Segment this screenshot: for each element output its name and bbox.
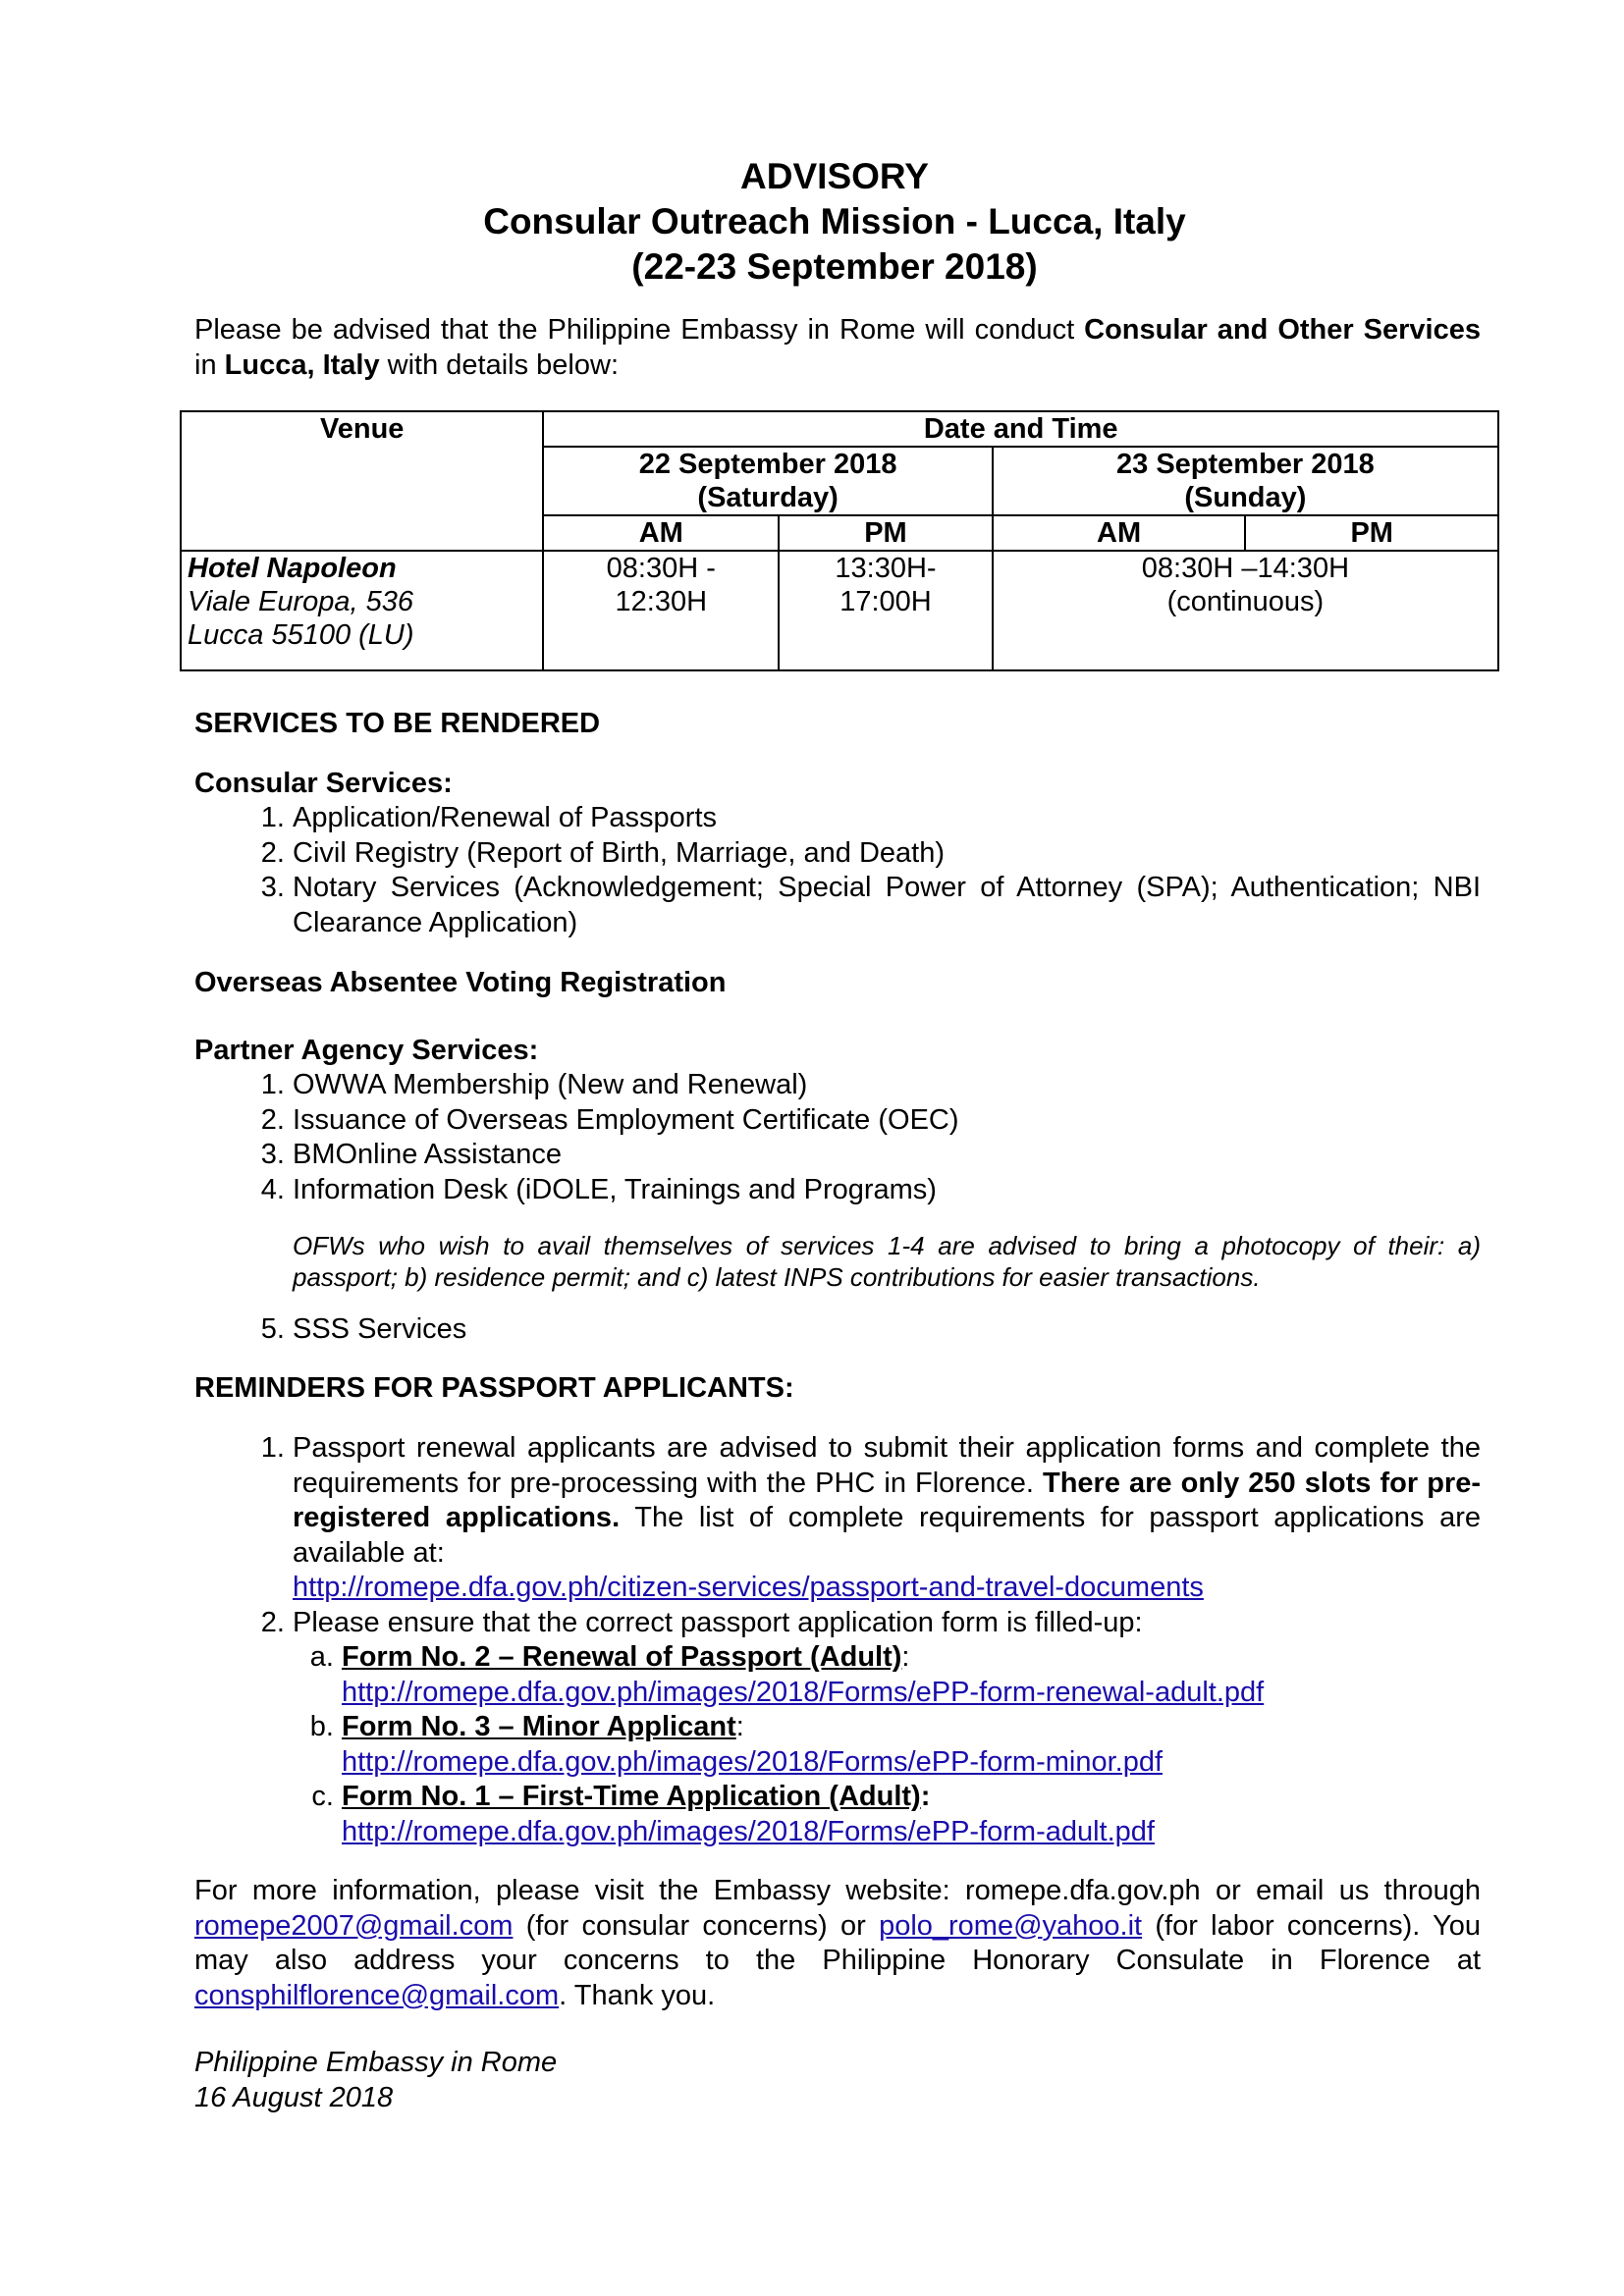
day2-header <box>993 447 1498 515</box>
list-item: 4. Information Desk (iDOLE, Trainings and Programs) <box>293 1173 1481 1208</box>
intro-text-2: in <box>194 349 225 381</box>
day1-am-time <box>543 551 779 670</box>
form-item: a. Form No. 2 – Renewal of Passport (Adult): http://romepe.dfa.gov.ph/images/2018/Forms/ePP-form-renewal-adult.pdf <box>342 1640 1481 1710</box>
reminder-1-bold: There are only 250 slots for pre-registered applications. <box>293 1467 1482 1533</box>
signature-date: 16 August 2018 <box>194 2081 394 2113</box>
venue-cell <box>181 551 543 670</box>
reminder-1-text-2: The list of complete requirements for passport applications are available at: <box>293 1502 1481 1569</box>
contact-text-4: . Thank you. <box>559 1979 716 2011</box>
list-item: 2. Issuance of Overseas Employment Certificate (OEC) <box>293 1103 1481 1139</box>
reminders-heading: REMINDERS FOR PASSPORT APPLICANTS: <box>194 1371 794 1404</box>
venue-address-1: Viale Europa, 536 <box>188 586 414 617</box>
day1-am-time-l2: 12:30H <box>615 586 708 617</box>
signature-org: Philippine Embassy in Rome <box>194 2047 558 2078</box>
list-item: 3. Notary Services (Acknowledgement; Special Power of Attorney (SPA); Authentication; NBI Clearance Application) <box>293 871 1481 940</box>
passport-requirements-link[interactable]: http://romepe.dfa.gov.ph/citizen-services/passport-and-travel-documents <box>293 1572 1204 1603</box>
day2-pm-header: PM <box>1245 515 1498 551</box>
day1-am-time-l1: 08:30H - <box>606 553 716 584</box>
day2-time <box>993 551 1498 670</box>
reminder-item-1 <box>293 1431 1481 1606</box>
intro-bold-services: Consular and Other Services <box>1084 314 1481 346</box>
day2-time-l1: 08:30H –14:30H <box>1141 553 1350 584</box>
ofw-note: OFWs who wish to avail themselves of services 1-4 are advised to bring a photocopy of their: a) passport; b) residence permit; and c) latest INPS contributions for easier transactions. <box>293 1231 1481 1292</box>
contact-paragraph <box>194 1874 1481 2013</box>
intro-paragraph <box>194 312 1481 383</box>
day1-header <box>543 447 992 515</box>
form-2-link[interactable]: http://romepe.dfa.gov.ph/images/2018/Forms/ePP-form-renewal-adult.pdf <box>342 1676 1265 1708</box>
consular-list <box>194 801 1481 940</box>
form-3-link[interactable]: http://romepe.dfa.gov.ph/images/2018/Forms/ePP-form-minor.pdf <box>342 1745 1164 1778</box>
venue-name: Hotel Napoleon <box>188 553 397 584</box>
reminder-2-text: Please ensure that the correct passport application form is filled-up: <box>293 1606 1143 1638</box>
datetime-header: Date and Time <box>543 411 1498 447</box>
intro-text-3: with details below: <box>379 349 620 381</box>
day2-weekday: (Sunday) <box>1184 482 1307 513</box>
venue-address-2: Lucca 55100 (LU) <box>188 619 414 651</box>
title-line-2: Consular Outreach Mission - Lucca, Italy <box>483 201 1186 241</box>
form-3-label: Form No. 3 – Minor Applicant <box>342 1711 736 1742</box>
services-section <box>194 707 1481 2115</box>
day1-pm-time <box>779 551 993 670</box>
list-item: 3. BMOnline Assistance <box>293 1138 1481 1173</box>
day1-pm-header: PM <box>779 515 993 551</box>
partner-list-continued <box>194 1312 1481 1348</box>
intro-bold-location: Lucca, Italy <box>224 349 380 381</box>
consular-email-link[interactable]: romepe2007@gmail.com <box>194 1909 514 1942</box>
day1-weekday: (Saturday) <box>697 482 839 513</box>
day2-date: 23 September 2018 <box>1116 449 1375 480</box>
reminder-item-2 <box>293 1606 1481 1850</box>
labor-email-link[interactable]: polo_rome@yahoo.it <box>879 1909 1143 1942</box>
forms-list <box>293 1640 1481 1849</box>
schedule-table <box>180 410 1499 671</box>
oav-heading: Overseas Absentee Voting Registration <box>194 967 727 998</box>
partner-heading: Partner Agency Services: <box>194 1034 539 1066</box>
services-heading: SERVICES TO BE RENDERED <box>194 708 601 739</box>
consular-heading: Consular Services: <box>194 767 453 799</box>
form-item: c. Form No. 1 – First-Time Application (Adult): http://romepe.dfa.gov.ph/images/2018/Forms/ePP-form-adult.pdf <box>342 1780 1481 1849</box>
partner-list <box>194 1068 1481 1207</box>
reminders-list <box>194 1431 1481 1849</box>
day1-pm-time-l1: 13:30H- <box>835 553 937 584</box>
day2-time-l2: (continuous) <box>1166 586 1325 617</box>
form-1-link[interactable]: http://romepe.dfa.gov.ph/images/2018/Forms/ePP-form-adult.pdf <box>342 1815 1155 1847</box>
list-item: 5. SSS Services <box>293 1312 1481 1348</box>
list-item: 1. Application/Renewal of Passports <box>293 801 1481 836</box>
form-1-label: Form No. 1 – First-Time Application (Adult) <box>342 1781 921 1812</box>
intro-text-1: Please be advised that the Philippine Embassy in Rome will conduct <box>194 314 1085 346</box>
form-2-label: Form No. 2 – Renewal of Passport (Adult) <box>342 1641 902 1673</box>
day2-am-header: AM <box>993 515 1246 551</box>
day1-pm-time-l2: 17:00H <box>839 586 932 617</box>
list-item: 2. Civil Registry (Report of Birth, Marriage, and Death) <box>293 836 1481 872</box>
signature-block <box>194 2046 1481 2115</box>
venue-header: Venue <box>181 411 543 551</box>
contact-text-3: (for labor concerns). You may also address your concerns to the Philippine Honorary Consulate in Florence at <box>194 1909 1482 1976</box>
advisory-title <box>0 154 1624 290</box>
title-line-3: (22-23 September 2018) <box>631 246 1038 287</box>
contact-text-1: For more information, please visit the Embassy website: romepe.dfa.gov.ph or email us through <box>194 1875 1481 1906</box>
form-item: b. Form No. 3 – Minor Applicant: http://romepe.dfa.gov.ph/images/2018/Forms/ePP-form-minor.pdf <box>342 1710 1481 1780</box>
florence-email-link[interactable]: consphilflorence@gmail.com <box>194 1979 560 2011</box>
title-line-1: ADVISORY <box>740 156 929 196</box>
list-item: 1. OWWA Membership (New and Renewal) <box>293 1068 1481 1103</box>
contact-text-2: (for consular concerns) or <box>513 1909 880 1942</box>
day1-am-header: AM <box>543 515 779 551</box>
reminder-1-text: Passport renewal applicants are advised to submit their application forms and complete the requirements for pre-processing with the PHC in Florence. <box>293 1432 1481 1499</box>
day1-date: 22 September 2018 <box>638 449 897 480</box>
